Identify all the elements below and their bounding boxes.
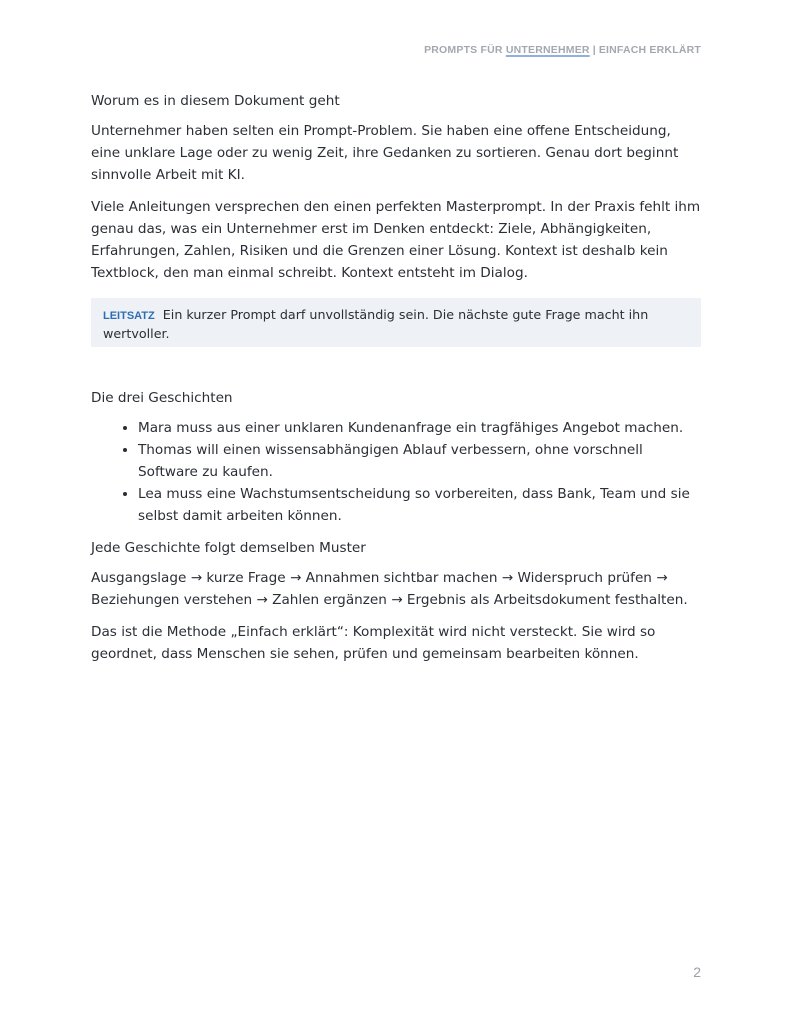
stories-list: [91, 417, 701, 527]
paragraph: Das ist die Methode „Einfach erklärt“: Komplexität wird nicht versteckt. Sie wird so geordnet, dass Menschen sie sehen, prüfen und gemeinsam bearbeiten können.: [91, 624, 656, 662]
section-heading-pattern: Jede Geschichte folgt demselben Muster: [91, 540, 366, 556]
key-statement-callout: [91, 298, 701, 347]
running-header: [424, 44, 701, 56]
list-item: • Lea muss eine Wachstumsentscheidung so vorbereiten, dass Bank, Team und sie selbst damit arbeiten können.: [138, 483, 701, 527]
paragraph: Ausgangslage → kurze Frage → Annahmen sichtbar machen → Widerspruch prüfen → Beziehungen verstehen → Zahlen ergänzen → Ergebnis als Arbeitsdokument festhalten.: [91, 570, 688, 608]
page-content: [91, 90, 701, 675]
header-highlight: UNTERNEHMER: [505, 44, 590, 56]
list-item: • Mara muss aus einer unklaren Kundenanfrage ein tragfähiges Angebot machen.: [138, 417, 701, 439]
page-number: 2: [693, 964, 701, 980]
callout-tag: LEITSATZ: [103, 310, 155, 322]
paragraph: Viele Anleitungen versprechen den einen perfekten Masterprompt. In der Praxis fehlt ihm genau das, was ein Unternehmer erst im Denken entdeckt: Ziele, Abhängigkeiten, Erfahrungen, Zahlen, Risiken und die Grenzen einer Lösung. Kontext ist deshalb kein Textblock, den man einmal schreibt. Kontext entsteht im Dialog.: [91, 199, 701, 281]
paragraph: Unternehmer haben selten ein Prompt-Problem. Sie haben eine offene Entscheidung, eine unklare Lage oder zu wenig Zeit, ihre Gedanken zu sortieren. Genau dort beginnt sinnvolle Arbeit mit KI.: [91, 123, 679, 183]
list-item: • Thomas will einen wissensabhängigen Ablauf verbessern, ohne vorschnell Software zu kaufen.: [138, 439, 701, 483]
section-heading-stories: Die drei Geschichten: [91, 390, 233, 406]
callout-text: Ein kurzer Prompt darf unvollständig sein. Die nächste gute Frage macht ihn wertvoller.: [103, 307, 649, 341]
header-suffix: EINFACH ERKLÄRT: [598, 44, 701, 56]
header-separator: |: [592, 44, 596, 56]
section-heading-overview: Worum es in diesem Dokument geht: [91, 93, 340, 109]
header-prefix: PROMPTS FÜR: [424, 44, 506, 56]
